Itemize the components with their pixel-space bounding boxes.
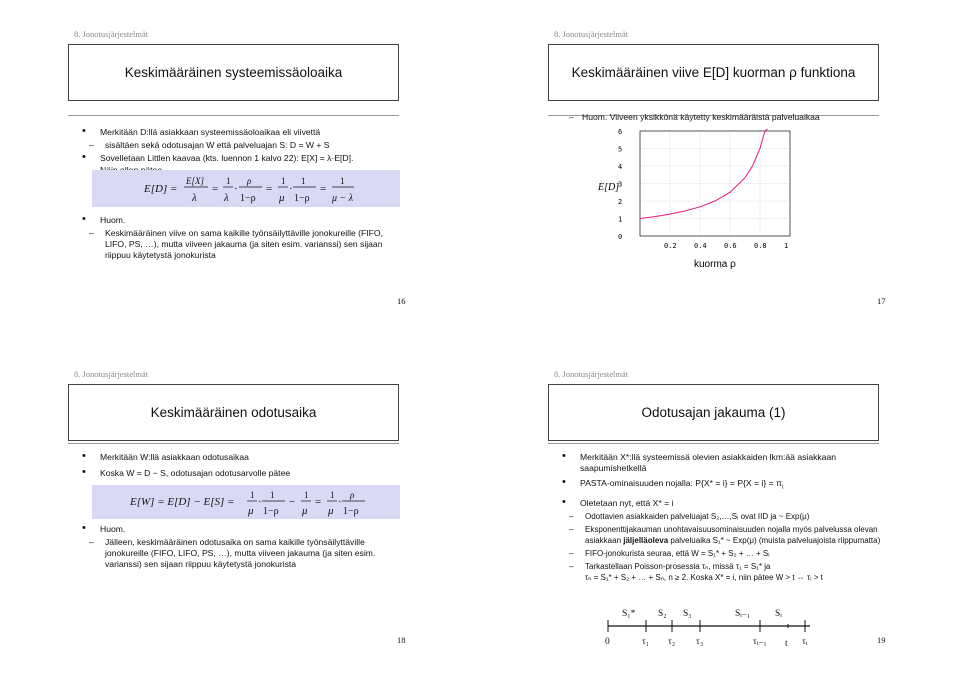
slide-title: Keskimääräinen systeemissäoloaika: [68, 44, 399, 101]
svg-text:·: ·: [338, 496, 342, 508]
sub-bullet-3: – FIFO-jonokurista seuraa, että W = S₁* + S₂ + … + Sᵢ: [568, 548, 886, 559]
svg-text:1: 1: [281, 176, 286, 186]
slide-title: [548, 44, 879, 101]
y-tick-label: 1: [618, 215, 623, 224]
svg-text:μ: μ: [279, 192, 285, 204]
svg-text:1: 1: [301, 176, 306, 186]
sub-bullet-2a: Eksponenttijakauman unohtavaisuusominaisuuden nojalla myös palvelussa olevan asiakkaan: [585, 524, 878, 545]
timeline-diagram: [600, 606, 870, 652]
y-tick-label: 5: [618, 145, 623, 154]
svg-text:=: =: [315, 496, 322, 508]
svg-text:E[D] =: E[D] =: [144, 183, 178, 195]
svg-text:μ − λ: μ − λ: [332, 193, 354, 204]
huom-block: [88, 213, 398, 261]
bullet-3: • Oletetaan nyt, että X* = i: [568, 498, 886, 509]
formula-ed-svg: [92, 170, 400, 207]
series-line: [640, 129, 768, 219]
slide-17: [480, 0, 960, 339]
timeline-top-label: Sᵢ₋₁: [735, 609, 751, 619]
sub-bullet-4-cont: τₙ = S₁* + S₂ + … + Sₙ, n ≥ 2. Koska X* = i, niin pätee W > t ⇔ τᵢ > t: [585, 572, 823, 582]
svg-text:μ: μ: [302, 505, 308, 517]
svg-text:=: =: [266, 183, 273, 195]
svg-text:1: 1: [330, 490, 335, 500]
x-axis-label: kuorma ρ: [694, 259, 736, 270]
x-tick-labels: [664, 242, 788, 250]
svg-text:ρ: ρ: [350, 490, 355, 500]
timeline-bottom-label: τ₁: [642, 637, 650, 647]
timeline-bottom-label: 0: [605, 637, 610, 647]
svg-text:1: 1: [304, 490, 309, 500]
svg-text:1−ρ: 1−ρ: [294, 193, 310, 204]
huom-text: – Keskimääräinen viive on sama kaikille työnsäilyttäville jonokureille (FIFO, LIFO, PS, …), mutta viiveen jakauma (ja siten esim. varianssi) sen sijaan riippuu käytetystä jonokurista: [88, 228, 398, 261]
svg-text:1: 1: [340, 176, 345, 186]
svg-text:E[W] = E[D] − E[S] =: E[W] = E[D] − E[S] =: [130, 496, 235, 508]
svg-text:λ: λ: [192, 192, 197, 204]
sub-bullet-1: – sisältäen sekä odotusajan W että palveluajan S: D = W + S: [88, 140, 398, 151]
course-title: 8. Jonotusjärjestelmät: [554, 29, 629, 39]
sub-bullet-2: [568, 524, 886, 546]
y-axis-label: E[D]: [598, 182, 620, 193]
timeline-bottom-label: τ₂: [668, 637, 676, 647]
bullet-2: • Koska W = D − S, odotusajan odotusarvolle pätee: [88, 468, 398, 479]
svg-text:=: =: [212, 183, 219, 195]
timeline-top-label: S₂: [658, 609, 667, 619]
slide-title: Keskimääräinen odotusaika: [68, 384, 399, 441]
x-tick-label: 0.4: [694, 242, 707, 250]
page-number: 18: [397, 635, 406, 645]
sub-bullet-2c: palveluaika S₁* ~ Exp(μ) (muista palveluajoista riippumatta): [668, 535, 881, 545]
bullet-1: • Merkitään D:llä asiakkaan systeemissäoloaikaa eli viivettä: [88, 127, 398, 138]
huom-text: – Jälleen, keskimääräinen odotusaika on sama kaikille työnsäilyttäville jonokureille (FIFO, LIFO, PS, …), mutta viiveen jakauma (ja siten esim. varianssi) sen sijaan riippuu käytetystä jonokurista: [88, 537, 398, 570]
bullet-2: • Sovelletaan Littlen kaavaa (kts. luennon 1 kalvo 22): E[X] = λ·E[D].: [88, 153, 398, 164]
delay-chart: [580, 128, 820, 278]
x-tick-label: 0.6: [724, 242, 737, 250]
svg-text:λ: λ: [224, 192, 229, 204]
formula-ew-svg: [92, 485, 400, 519]
timeline-top-label: Sᵢ: [775, 609, 782, 619]
sub-bullet-1: – Odottavien asiakkaiden palveluajat S₂,…,Sᵢ ovat IID ja ~ Exp(μ): [568, 511, 886, 522]
slide-16: [0, 0, 480, 339]
slide-title-text: Keskimääräinen viive E[D] kuorman ρ funktiona: [571, 65, 856, 80]
svg-text:μ: μ: [328, 505, 334, 517]
timeline-bottom-label: τᵢ: [802, 637, 808, 647]
slide-body: [88, 125, 398, 176]
svg-text:1: 1: [270, 490, 275, 500]
huom-label: • Huom.: [88, 524, 398, 535]
svg-text:1: 1: [250, 490, 255, 500]
course-title: 8. Jonotusjärjestelmät: [74, 369, 149, 379]
y-tick-label: 0: [618, 233, 623, 241]
bullet-1: • Merkitään X*:llä systeemissä olevien asiakkaiden lkm:ää asiakkaan saapumishetkellä: [568, 452, 886, 474]
slide-body: [88, 450, 398, 479]
svg-text:1−ρ: 1−ρ: [263, 506, 279, 517]
svg-text:E[X]: E[X]: [186, 176, 204, 186]
svg-text:·: ·: [234, 183, 238, 195]
timeline-bottom-label: t: [785, 639, 788, 649]
course-title: 8. Jonotusjärjestelmät: [554, 369, 629, 379]
y-tick-label: 4: [618, 163, 623, 171]
svg-text:·: ·: [289, 183, 293, 195]
slide-18: [0, 340, 480, 679]
x-tick-label: 0.2: [664, 242, 677, 250]
svg-text:=: =: [320, 183, 327, 195]
timeline-top-label: S₃: [683, 609, 692, 619]
y-tick-label: 6: [618, 128, 623, 136]
slide-body: [568, 450, 886, 583]
bullet-1: • Merkitään W:llä asiakkaan odotusaikaa: [88, 452, 398, 463]
title-rule: [68, 115, 399, 116]
slide-title: Odotusajan jakauma (1): [548, 384, 879, 441]
svg-text:−: −: [289, 496, 296, 508]
formula-ed: [92, 170, 400, 207]
sub-bullet-4: – Tarkastellaan Poisson-prosessia τₙ, missä τ₁ = S₁* ja: [568, 561, 886, 572]
formula-ew: [92, 485, 400, 519]
y-tick-label: 3: [618, 180, 623, 189]
chart-grid: [640, 131, 790, 236]
page-number: 17: [877, 296, 886, 306]
timeline-top-label: S₁*: [622, 609, 636, 619]
y-tick-label: 2: [618, 198, 623, 206]
bullet-2-text: PASTA-ominaisuuden nojalla: P{X* = i} = P{X = i} = π: [580, 478, 782, 488]
huom-block: [88, 522, 398, 570]
slide-body: [568, 110, 878, 123]
svg-text:·: ·: [258, 496, 262, 508]
svg-text:μ: μ: [248, 505, 254, 517]
svg-text:1−ρ: 1−ρ: [240, 193, 256, 204]
sub-bullet-1: – Huom. Viiveen yksikkönä käytetty keskimääräistä palveluaikaa: [568, 112, 878, 123]
course-title: 8. Jonotusjärjestelmät: [74, 29, 149, 39]
timeline-bottom-label: τᵢ₋₁: [753, 637, 767, 647]
title-rule: [68, 443, 399, 444]
svg-text:ρ: ρ: [247, 176, 252, 186]
timeline-bottom-label: τ₃: [696, 637, 704, 647]
bullet-2: • PASTA-ominaisuuden nojalla: $P\{X* = i\} = P\{X = i\} = \pi_i$: [568, 478, 886, 494]
svg-text:1: 1: [226, 176, 231, 186]
sub-bullet-2b: jäljelläoleva: [623, 535, 669, 545]
svg-text:1−ρ: 1−ρ: [343, 506, 359, 517]
slide-19: [480, 340, 960, 679]
title-rule: [548, 443, 879, 444]
x-tick-label: 0.8: [754, 242, 767, 250]
page-number: 19: [877, 635, 886, 645]
huom-label: • Huom.: [88, 215, 398, 226]
x-tick-label: 1: [784, 242, 789, 250]
page-number: 16: [397, 296, 406, 306]
